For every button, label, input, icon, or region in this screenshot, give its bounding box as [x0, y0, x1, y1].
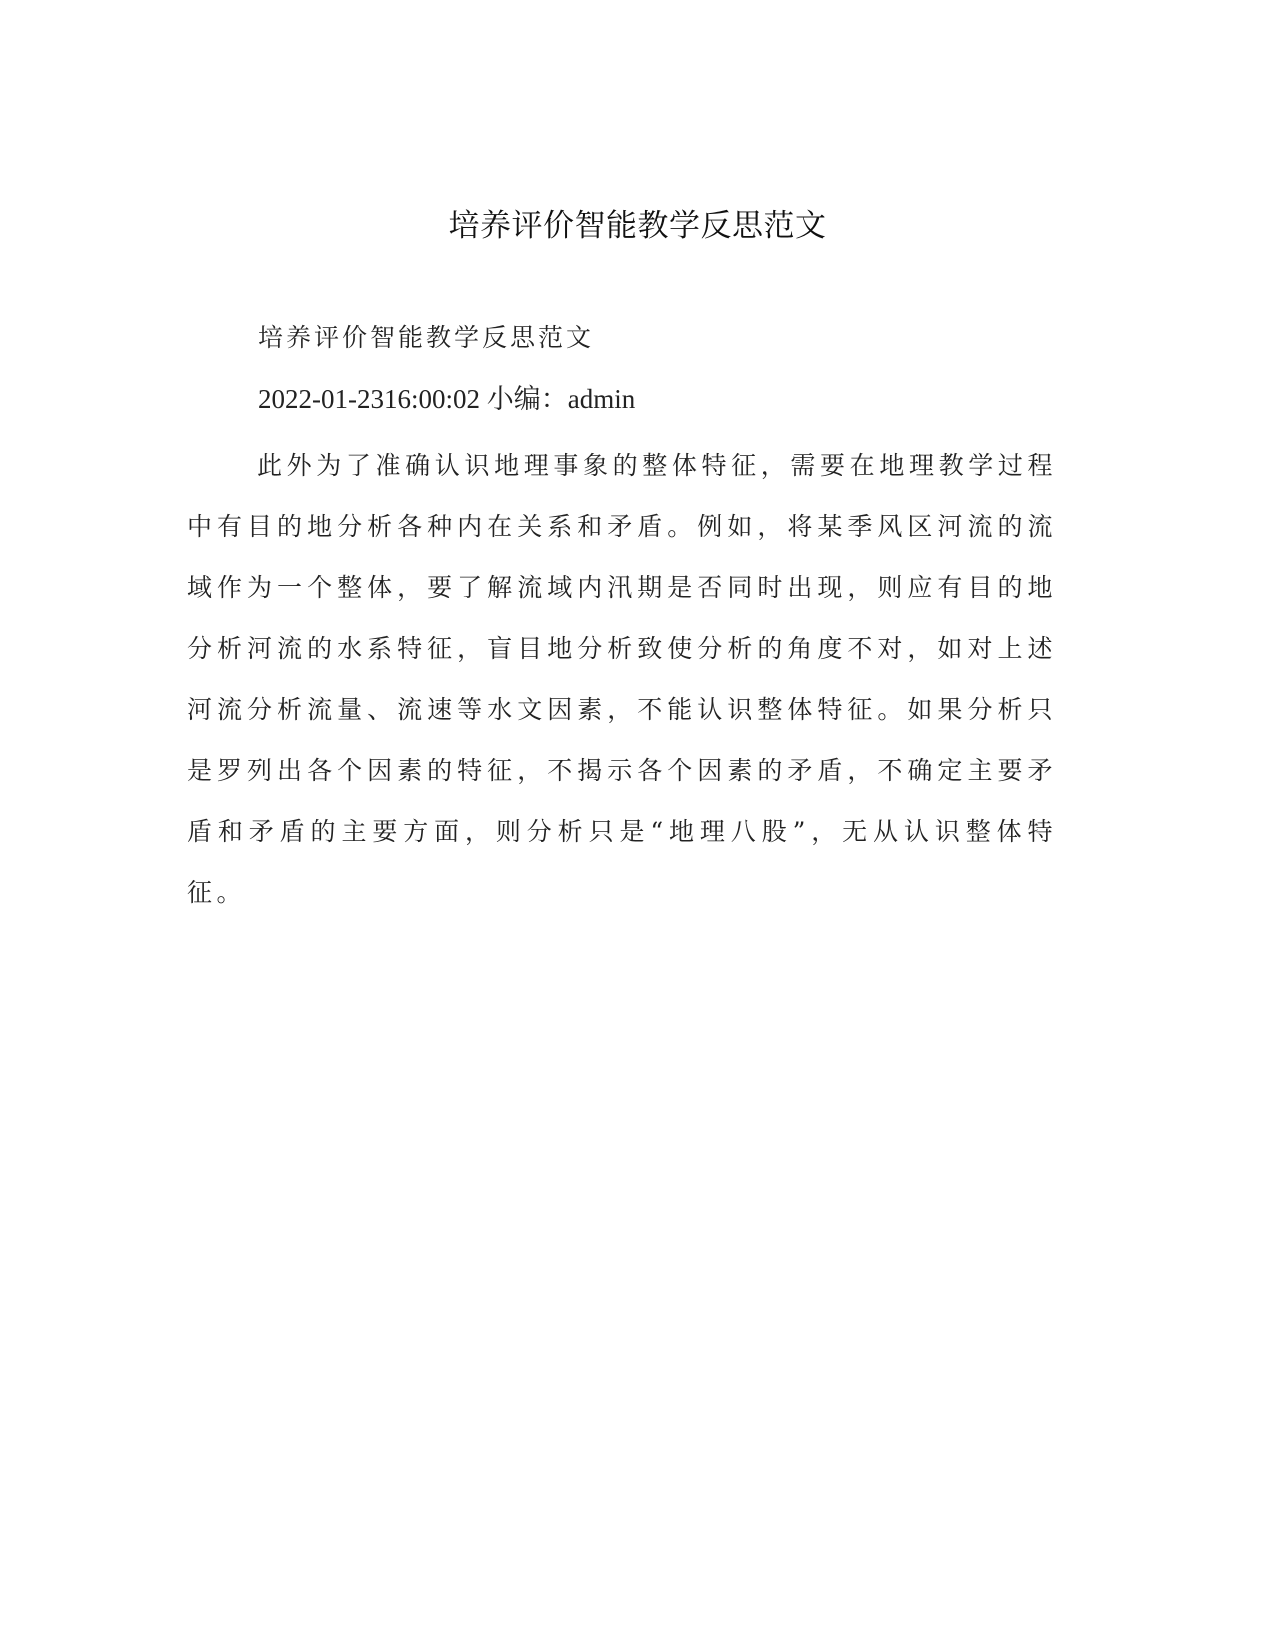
article-subtitle: 培养评价智能教学反思范文 [258, 323, 595, 352]
article-meta: 2022-01-2316:00:02 小编：admin [258, 384, 636, 414]
page-title: 培养评价智能教学反思范文 [448, 208, 827, 244]
article-paragraph: 此外为了准确认识地理事象的整体特征，需要在地理教学过程中有目的地分析各种内在关系和矛盾。例如，将某季风区河流的流域作为一个整体，要了解流域内汛期是否同时出现，则应有目的地分析河流的水系特征，盲目地分析致使分析的角度不对，如对上述河流分析流量、流速等水文因素，不能认识整体特征。如果分析只是罗列出各个因素的特征，不揭示各个因素的矛盾，不确定主要矛盾和矛盾的主要方面，则分析只是“地理八股”，无从认识整体特征。 [187, 451, 1057, 907]
